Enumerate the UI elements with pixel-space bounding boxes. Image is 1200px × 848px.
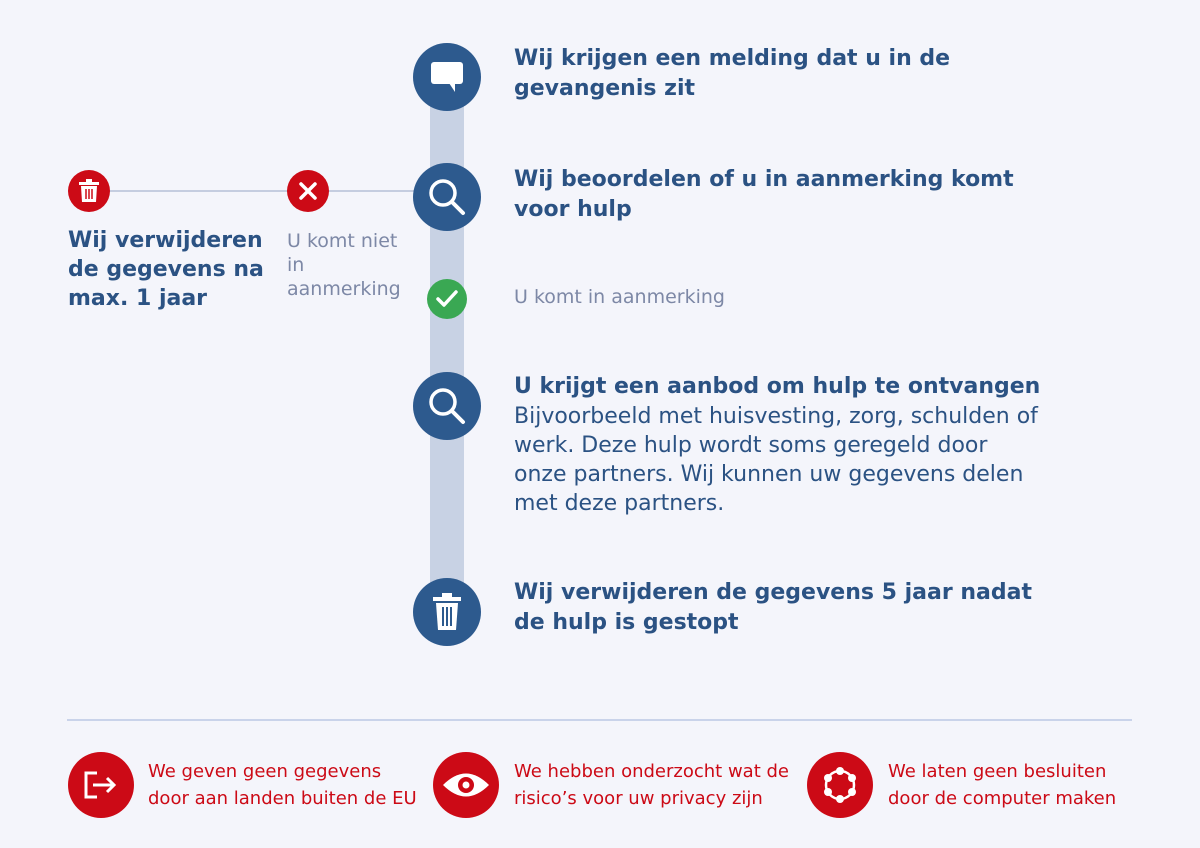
close-icon [298,181,318,201]
footer-eye-circle [433,752,499,818]
step-1-icon-circle [413,43,481,111]
step-4-icon-circle [413,578,481,646]
speech-bubble-icon [429,60,465,94]
checkmark-icon [436,290,458,308]
magnifier-icon [425,384,469,428]
footer-divider [67,719,1132,721]
branch-delete-title: Wij verwijderen de gegevens na max. 1 jaar [68,228,264,311]
eye-icon [441,770,491,800]
footer-text-2: We hebben onderzocht wat de risico’s voor uw privacy zijn [514,761,789,809]
step-3-body: Bijvoorbeeld met huisvesting, zorg, schulden of werk. Deze hulp wordt soms geregeld door onze partners. Wij kunnen uw gegevens delen met deze partners. [514,404,1038,516]
magnifier-icon [425,175,469,219]
step-2-title: Wij beoordelen of u in aanmerking komt voor hulp [514,167,1014,222]
footer-export-circle [68,752,134,818]
footer-text-3: We laten geen besluiten door de computer maken [888,761,1117,809]
step-4-title: Wij verwijderen de gegevens 5 jaar nadat de hulp is gestopt [514,580,1032,635]
export-icon [83,770,119,800]
footer-text-1: We geven geen gegevens door aan landen buiten de EU [148,761,417,809]
footer-network-circle [807,752,873,818]
branch-line [90,190,430,192]
network-icon [818,763,862,807]
trash-icon [432,593,462,631]
eligible-check-circle [427,279,467,319]
not-eligible-circle [287,170,329,212]
trash-icon [78,179,100,203]
not-eligible-label: U komt niet in aanmerking [287,230,401,300]
step-2-icon-circle [413,163,481,231]
step-3-icon-circle [413,372,481,440]
step-3-title: U krijgt een aanbod om hulp te ontvangen [514,374,1041,399]
branch-delete-circle [68,170,110,212]
step-1-title: Wij krijgen een melding dat u in de gevangenis zit [514,46,951,101]
eligible-label: U komt in aanmerking [514,286,725,308]
